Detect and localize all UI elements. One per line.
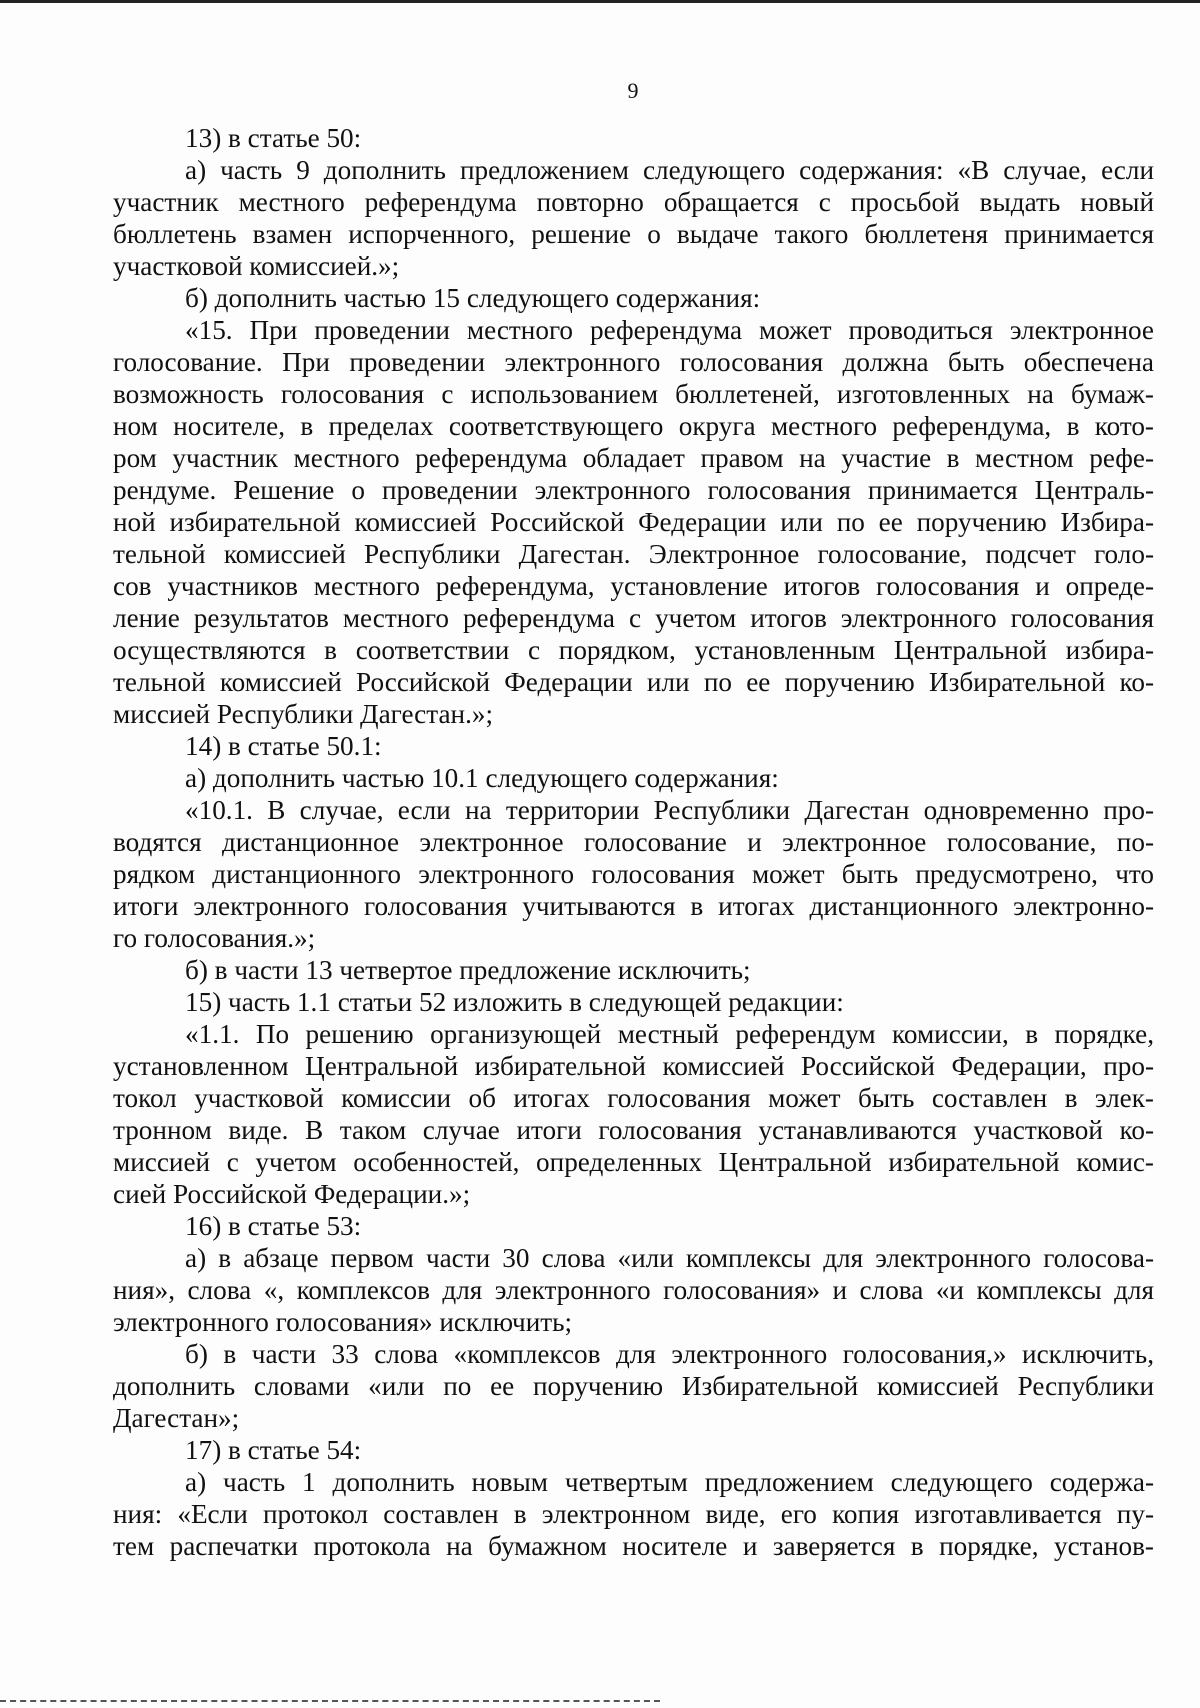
text-line: б) дополнить частью 15 следующего содержания: (185, 283, 761, 313)
text-line: а) часть 9 дополнить предложением следующего содержания: «В случае, если (185, 155, 1154, 185)
text-line: бюллетень взамен испорченного, решение о выдаче такого бюллетеня принимается (113, 219, 1154, 249)
text-line: токол участковой комиссии об итогах голосования может быть составлен в элек- (113, 1083, 1154, 1113)
text-line: «15. При проведении местного референдума может проводиться электронное (185, 315, 1154, 345)
text-line: тельной комиссией Республики Дагестан. Электронное голосование, подсчет голо- (113, 539, 1154, 569)
text-line: 15) часть 1.1 статьи 52 изложить в следующей редакции: (185, 987, 844, 1017)
text-line: а) в абзаце первом части 30 слова «или комплексы для электронного голосова- (185, 1243, 1154, 1273)
text-line: 14) в статье 50.1: (185, 731, 382, 761)
text-line: 13) в статье 50: (185, 123, 362, 153)
text-line: «10.1. В случае, если на территории Республики Дагестан одновременно про- (185, 795, 1154, 825)
text-line: ном носителе, в пределах соответствующего округа местного референдума, в кото- (113, 411, 1154, 441)
text-line: миссией с учетом особенностей, определенных Центральной избирательной комис- (113, 1147, 1154, 1177)
text-line: б) в части 33 слова «комплексов для электронного голосования,» исключить, (185, 1339, 1154, 1369)
text-line: тронном виде. В таком случае итоги голосования устанавливаются участковой ко- (113, 1115, 1154, 1145)
text-line: а) дополнить частью 10.1 следующего содержания: (185, 763, 779, 793)
text-line: итоги электронного голосования учитываются в итогах дистанционного электронно- (113, 891, 1154, 921)
text-line: 17) в статье 54: (185, 1435, 362, 1465)
text-line: осуществляются в соответствии с порядком, установленным Центральной избира- (113, 635, 1154, 665)
text-line: участник местного референдума повторно обращается с просьбой выдать новый (113, 187, 1154, 217)
text-line: сов участников местного референдума, установление итогов голосования и опреде- (113, 571, 1154, 601)
scan-bottom-edge (0, 1700, 660, 1702)
text-line: «1.1. По решению организующей местный референдум комиссии, в порядке, (185, 1019, 1154, 1049)
page-number: 9 (627, 78, 639, 103)
text-line: участковой комиссией.»; (113, 251, 400, 281)
text-line: ление результатов местного референдума с учетом итогов электронного голосования (113, 603, 1154, 633)
text-line: голосование. При проведении электронного голосования должна быть обеспечена (113, 347, 1154, 377)
document-body (113, 122, 1154, 1562)
text-line: ром участник местного референдума обладает правом на участие в местном рефе- (113, 443, 1154, 473)
text-line: 16) в статье 53: (185, 1211, 362, 1241)
text-line: сией Российской Федерации.»; (113, 1179, 471, 1209)
text-line: рендуме. Решение о проведении электронного голосования принимается Централь- (113, 475, 1154, 505)
text-line: возможность голосования с использованием бюллетеней, изготовленных на бумаж- (113, 379, 1154, 409)
text-line: рядком дистанционного электронного голосования может быть предусмотрено, что (113, 859, 1154, 889)
text-line: а) часть 1 дополнить новым четвертым предложением следующего содержа- (185, 1467, 1154, 1497)
text-line: ния», слова «, комплексов для электронного голосования» и слова «и комплексы для (113, 1275, 1154, 1305)
text-line: Дагестан»; (113, 1403, 240, 1433)
text-line: тем распечатки протокола на бумажном носителе и заверяется в порядке, установ- (113, 1531, 1154, 1561)
text-line: дополнить словами «или по ее поручению Избирательной комиссией Республики (113, 1371, 1154, 1401)
text-line: б) в части 13 четвертое предложение исключить; (185, 955, 751, 985)
text-line: миссией Республики Дагестан.»; (113, 699, 494, 729)
text-line: ной избирательной комиссией Российской Федерации или по ее поручению Избира- (113, 507, 1154, 537)
text-line: тельной комиссией Российской Федерации или по ее поручению Избирательной ко- (113, 667, 1154, 697)
text-line: ния: «Если протокол составлен в электронном виде, его копия изготавливается пу- (113, 1499, 1154, 1529)
text-line: го голосования.»; (113, 923, 316, 953)
scan-top-edge (0, 0, 1200, 3)
text-line: водятся дистанционное электронное голосование и электронное голосование, по- (113, 827, 1154, 857)
text-line: установленном Центральной избирательной комиссией Российской Федерации, про- (113, 1051, 1154, 1081)
text-line: электронного голосования» исключить; (113, 1307, 573, 1337)
